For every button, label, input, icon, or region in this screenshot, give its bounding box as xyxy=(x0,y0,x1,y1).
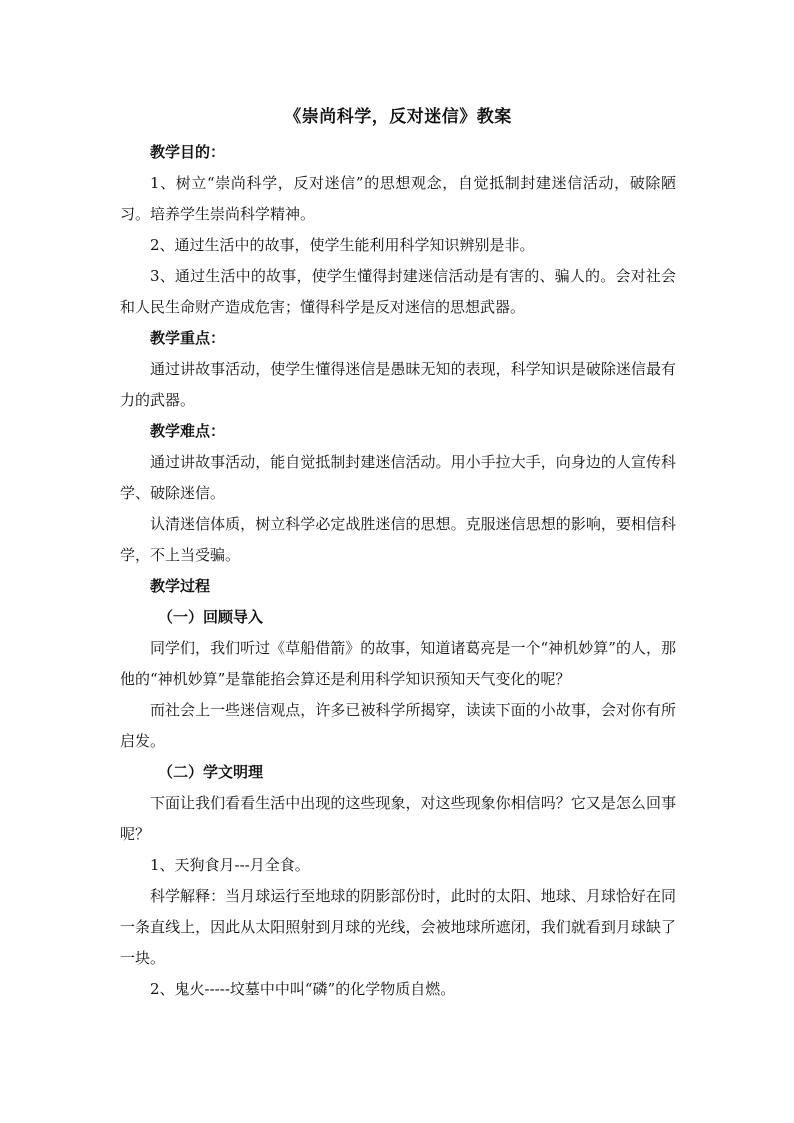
difficulties-text-1: 通过讲故事活动，能自觉抵制封建迷信活动。用小手拉大手，向身边的人宣传科学、破除迷信。 xyxy=(120,453,676,502)
difficulties-heading: 教学难点： xyxy=(150,422,226,440)
list-item-1-explanation: 科学解释：当月球运行至地球的阴影部份时，此时的太阳、地球、月球恰好在同一条直线上，因此从太阳照射到月球的光线，会被地球所遮闭，我们就看到月球缺了一块。 xyxy=(120,887,676,967)
objective-2: 2、通过生活中的故事，使学生能利用科学知识辨别是非。 xyxy=(150,236,535,254)
section-1-paragraph-1: 同学们，我们听过《草船借箭》的故事，知道诸葛亮是一个“神机妙算”的人，那他的“神机妙算”是靠能掐会算还是利用科学知识预知天气变化的呢？ xyxy=(120,639,676,688)
key-points-heading: 教学重点： xyxy=(150,329,226,347)
section-1-heading: （一）回顾导入 xyxy=(158,608,264,626)
key-points-text: 通过讲故事活动，使学生懂得迷信是愚昧无知的表现，科学知识是破除迷信最有力的武器。 xyxy=(120,360,676,409)
objectives-heading: 教学目的： xyxy=(150,143,226,161)
objective-1: 1、树立“崇尚科学，反对迷信”的思想观念，自觉抵制封建迷信活动，破除陋习。培养学生崇尚科学精神。 xyxy=(120,174,676,223)
difficulties-text-2: 认清迷信体质，树立科学必定战胜迷信的思想。克服迷信思想的影响，要相信科学，不上当受骗。 xyxy=(120,515,676,564)
document-body xyxy=(120,103,676,1005)
section-1-paragraph-2: 而社会上一些迷信观点，许多已被科学所揭穿，读读下面的小故事，会对你有所启发。 xyxy=(120,701,676,750)
section-2-paragraph-1: 下面让我们看看生活中出现的这些现象，对这些现象你相信吗？它又是怎么回事呢？ xyxy=(120,794,676,843)
document-title: 《崇尚科学，反对迷信》教案 xyxy=(284,107,512,127)
list-item-2: 2、鬼火-----坟墓中中叫“磷”的化学物质自燃。 xyxy=(150,980,456,998)
objective-3: 3、通过生活中的故事，使学生懂得封建迷信活动是有害的、骗人的。会对社会和人民生命财产造成危害；懂得科学是反对迷信的思想武器。 xyxy=(120,267,676,316)
process-heading: 教学过程 xyxy=(150,577,211,595)
list-item-1: 1、天狗食月---月全食。 xyxy=(150,856,310,874)
section-2-heading: （二）学文明理 xyxy=(158,763,264,781)
